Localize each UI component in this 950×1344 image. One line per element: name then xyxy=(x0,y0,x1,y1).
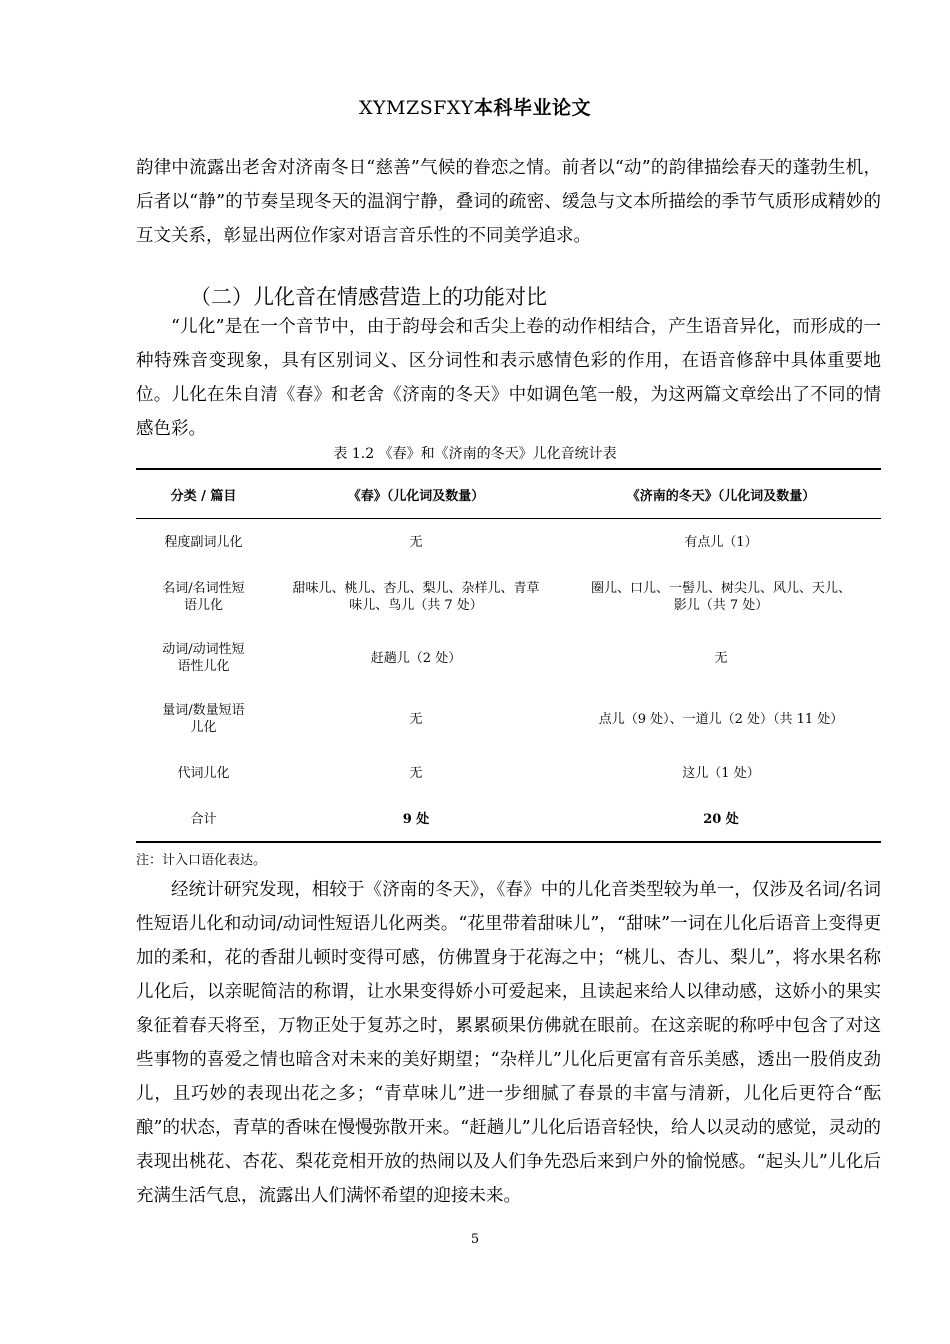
row-category-text: 名词/名词性短语儿化 xyxy=(162,581,245,613)
row-spring-value: 无 xyxy=(409,766,423,781)
row-category xyxy=(136,628,271,689)
page-header xyxy=(0,93,950,120)
table-row xyxy=(136,519,881,567)
erhua-stats-table xyxy=(136,468,881,843)
row-category: 程度副词儿化 xyxy=(164,535,243,551)
header-school-code: XYMZSFXY xyxy=(358,97,474,119)
table-caption: 表 1.2 《春》和《济南的冬天》儿化音统计表 xyxy=(333,446,617,462)
total-winter: 20 处 xyxy=(561,798,881,842)
header-category: 分类 / 篇目 xyxy=(136,469,271,519)
row-spring-value xyxy=(271,567,561,628)
table-row xyxy=(136,689,881,750)
row-winter-value: 有点儿（1） xyxy=(684,535,758,551)
table-header-row xyxy=(136,469,881,519)
row-winter-value xyxy=(561,689,881,750)
row-winter-value: 无 xyxy=(714,650,728,666)
row-category: 代词儿化 xyxy=(177,766,230,781)
row-spring-value: 赶趟儿（2 处） xyxy=(370,650,462,666)
row-spring-text: 甜味儿、桃儿、杏儿、梨儿、杂样儿、青草味儿、鸟儿（共 7 处） xyxy=(292,581,540,613)
table-note: 注：计入口语化表达。 xyxy=(136,853,267,868)
total-label: 合计 xyxy=(136,798,271,842)
header-winter: 《济南的冬天》（儿化词及数量） xyxy=(561,469,881,519)
row-category xyxy=(136,689,271,750)
row-category-text: 动词/动词性短语性儿化 xyxy=(162,642,245,674)
row-winter-text: 点儿（9 处）、一道儿（2 处）（共 11 处） xyxy=(598,711,844,727)
row-winter-value xyxy=(561,567,881,628)
section-heading: （二）儿化音在情感营造上的功能对比 xyxy=(190,285,547,309)
header-spring: 《春》（儿化词及数量） xyxy=(271,469,561,519)
header-doc-type: 本科毕业论文 xyxy=(473,97,591,119)
row-category xyxy=(136,567,271,628)
analysis-paragraph: 经统计研究发现，相较于《济南的冬天》，《春》中的儿化音类型较为单一，仅涉及名词/名词性短语儿化和动词/动词性短语儿化两类。“花里带着甜味儿”，“甜味”一词在儿化后语音上变得更加的柔和，花的香甜儿顿时变得可感，仿佛置身于花海之中；“桃儿、杏儿、梨儿”，将水果名称儿化后，以亲昵简洁的称谓，让水果变得娇小可爱起来，且读起来给人以律动感，这娇小的果实象征着春天将至，万物正处于复苏之时，累累硕果仿佛就在眼前。在这亲昵的称呼中包含了对这些事物的喜爱之情也暗含对未来的美好期望；“杂样儿”儿化后更富有音乐美感，透出一股俏皮劲儿，且巧妙的表现出花之多；“青草味儿”进一步细腻了春景的丰富与清新，儿化后更符合“酝酿”的状态，青草的香味在慢慢弥散开来。“赶趟儿”儿化后语音轻快，给人以灵动的感觉，灵动的表现出桃花、杏花、梨花竞相开放的热闹以及人们争先恐后来到户外的愉悦感。“起头儿”儿化后充满生活气息，流露出人们满怀希望的迎接未来。 xyxy=(136,880,881,1206)
row-spring-value: 无 xyxy=(409,711,423,727)
table-total-row xyxy=(136,798,881,842)
table-row xyxy=(136,750,881,798)
row-winter-value: 这儿（1 处） xyxy=(682,766,760,781)
table-row xyxy=(136,567,881,628)
intro-paragraph: 韵律中流露出老舍对济南冬日“慈善”气候的眷恋之情。前者以“动”的韵律描绘春天的蓬勃生机，后者以“静”的节奏呈现冬天的温润宁静，叠词的疏密、缓急与文本所描绘的季节气质形成精妙的互文关系，彰显出两位作家对语言音乐性的不同美学追求。 xyxy=(136,158,881,246)
total-spring: 9 处 xyxy=(271,798,561,842)
row-winter-text: 圈儿、口儿、一髻儿、树尖儿、风儿、天儿、影儿（共 7 处） xyxy=(590,581,851,613)
definition-paragraph: “儿化”是在一个音节中，由于韵母会和舌尖上卷的动作相结合，产生语音异化，而形成的一种特殊音变现象，具有区别词义、区分词性和表示感情色彩的作用，在语音修辞中具体重要地位。儿化在朱自清《春》和老舍《济南的冬天》中如调色笔一般，为这两篇文章绘出了不同的情感色彩。 xyxy=(136,317,881,439)
table-row xyxy=(136,628,881,689)
row-category-text: 量词/数量短语儿化 xyxy=(162,703,245,735)
row-spring-value: 无 xyxy=(409,535,423,551)
page-number: 5 xyxy=(470,1232,480,1247)
